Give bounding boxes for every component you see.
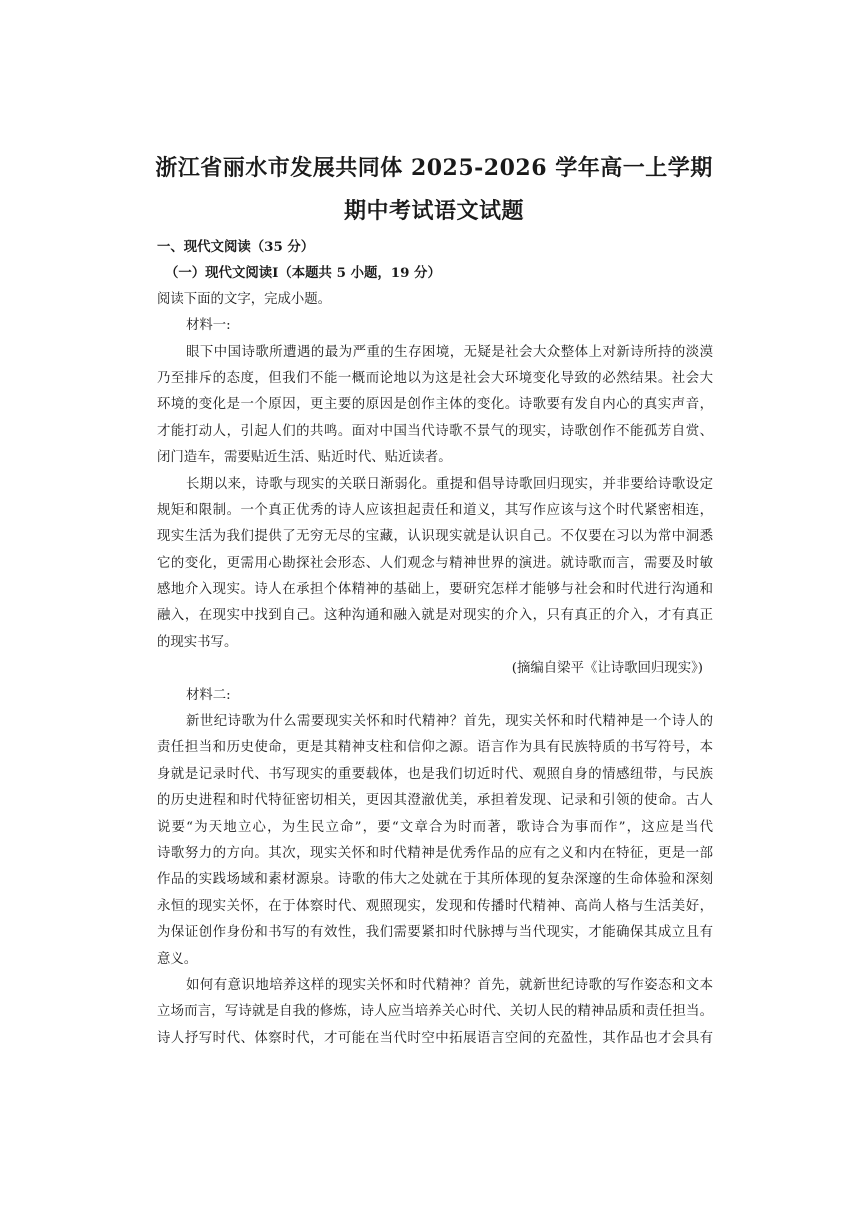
paragraph-line: 长期以来，诗歌与现实的关联日渐弱化。重提和倡导诗歌回归现实，并非要给诗歌设定	[186, 476, 713, 492]
paragraph-line: 环境的变化是一个原因，更主要的原因是创作主体的变化。诗歌要有发自内心的真实声音，	[157, 397, 713, 413]
paragraph-line: 融入，在现实中找到自己。这种沟通和融入就是对现实的介入，只有真正的介入，才有真正	[157, 608, 713, 624]
material-1-source: (摘编自梁平《让诗歌回归现实》)	[511, 661, 703, 677]
paragraph-line: 眼下中国诗歌所遭遇的最为严重的生存困境，无疑是社会大众整体上对新诗所持的淡漠	[186, 344, 713, 360]
subsection-heading: （一）现代文阅读Ⅰ（本题共 5 小题，19 分）	[165, 265, 441, 282]
paragraph-line: 乃至排斥的态度，但我们不能一概而论地以为这是社会大环境变化导致的必然结果。社会大	[157, 370, 713, 386]
paragraph-line: 规矩和限制。一个真正优秀的诗人应该担起责任和道义，其写作应该与这个时代紧密相连，	[157, 502, 713, 518]
paragraph-line: 的历史进程和时代特征密切相关，更因其澄澈优美，承担着发现、记录和引领的使命。古人	[157, 793, 713, 809]
paragraph-line: 诗歌努力的方向。其次，现实关怀和时代精神是优秀作品的应有之义和内在特征，更是一部	[157, 845, 713, 861]
material-1-paragraph-1	[157, 340, 713, 472]
paragraph-line: 的现实书写。	[157, 634, 238, 650]
paragraph-line: 现实生活为我们提供了无穷无尽的宝藏，认识现实就是认识自己。不仅要在习以为常中洞悉	[157, 529, 713, 545]
material-2-paragraph-1	[157, 709, 713, 973]
paragraph-line: 新世纪诗歌为什么需要现实关怀和时代精神？首先，现实关怀和时代精神是一个诗人的	[186, 714, 713, 730]
material-1-paragraph-2	[157, 472, 713, 657]
document-body	[157, 234, 713, 1052]
material-1-label: 材料一:	[186, 318, 231, 334]
paragraph-line: 诗人抒写时代、体察时代，才可能在当代时空中拓展语言空间的充盈性，其作品也才会具有	[157, 1030, 713, 1046]
paragraph-line: 永恒的现实关怀，在于体察时代、观照现实，发现和传播时代精神、高尚人格与生活美好，	[157, 898, 713, 914]
paragraph-line: 作品的实践场域和素材源泉。诗歌的伟大之处就在于其所体现的复杂深邃的生命体验和深刻	[157, 872, 713, 888]
section-heading: 一、现代文阅读（35 分）	[157, 239, 315, 255]
material-2-paragraph-2	[157, 973, 713, 1052]
paragraph-line: 闭门造车，需要贴近生活、贴近时代、贴近读者。	[157, 450, 452, 466]
reading-instruction: 阅读下面的文字，完成小题。	[157, 291, 332, 307]
paragraph-line: 才能打动人，引起人们的共鸣。面对中国当代诗歌不景气的现实，诗歌创作不能孤芳自赏、	[157, 423, 713, 439]
paragraph-line: 责任担当和历史使命，更是其精神支柱和信仰之源。语言作为具有民族特质的书写符号，本	[157, 740, 713, 756]
paragraph-line: 意义。	[157, 951, 198, 967]
paragraph-line: 立场而言，写诗就是自我的修炼，诗人应当培养关心时代、关切人民的精神品质和责任担当。	[157, 1004, 713, 1020]
paragraph-line: 如何有意识地培养这样的现实关怀和时代精神？首先，就新世纪诗歌的写作姿态和文本	[186, 977, 713, 993]
paragraph-line: 为保证创作身份和书写的有效性，我们需要紧扣时代脉搏与当代现实，才能确保其成立且有	[157, 925, 713, 941]
paragraph-line: 说要“为天地立心，为生民立命”，要“文章合为时而著，歌诗合为事而作”，这应是当代	[157, 819, 713, 835]
document-title: 浙江省丽水市发展共同体 2025-2026 学年高一上学期	[155, 155, 713, 181]
paragraph-line: 它的变化，更需用心勘探社会形态、人们观念与精神世界的演进。就诗歌而言，需要及时敏	[157, 555, 713, 571]
material-2-label: 材料二:	[186, 687, 231, 703]
document-subtitle: 期中考试语文试题	[343, 198, 524, 224]
paragraph-line: 感地介入现实。诗人在承担个体精神的基础上，要研究怎样才能够与社会和时代进行沟通和	[157, 582, 713, 598]
paragraph-line: 身就是记录时代、书写现实的重要载体，也是我们切近时代、观照自身的情感纽带，与民族	[157, 766, 713, 782]
